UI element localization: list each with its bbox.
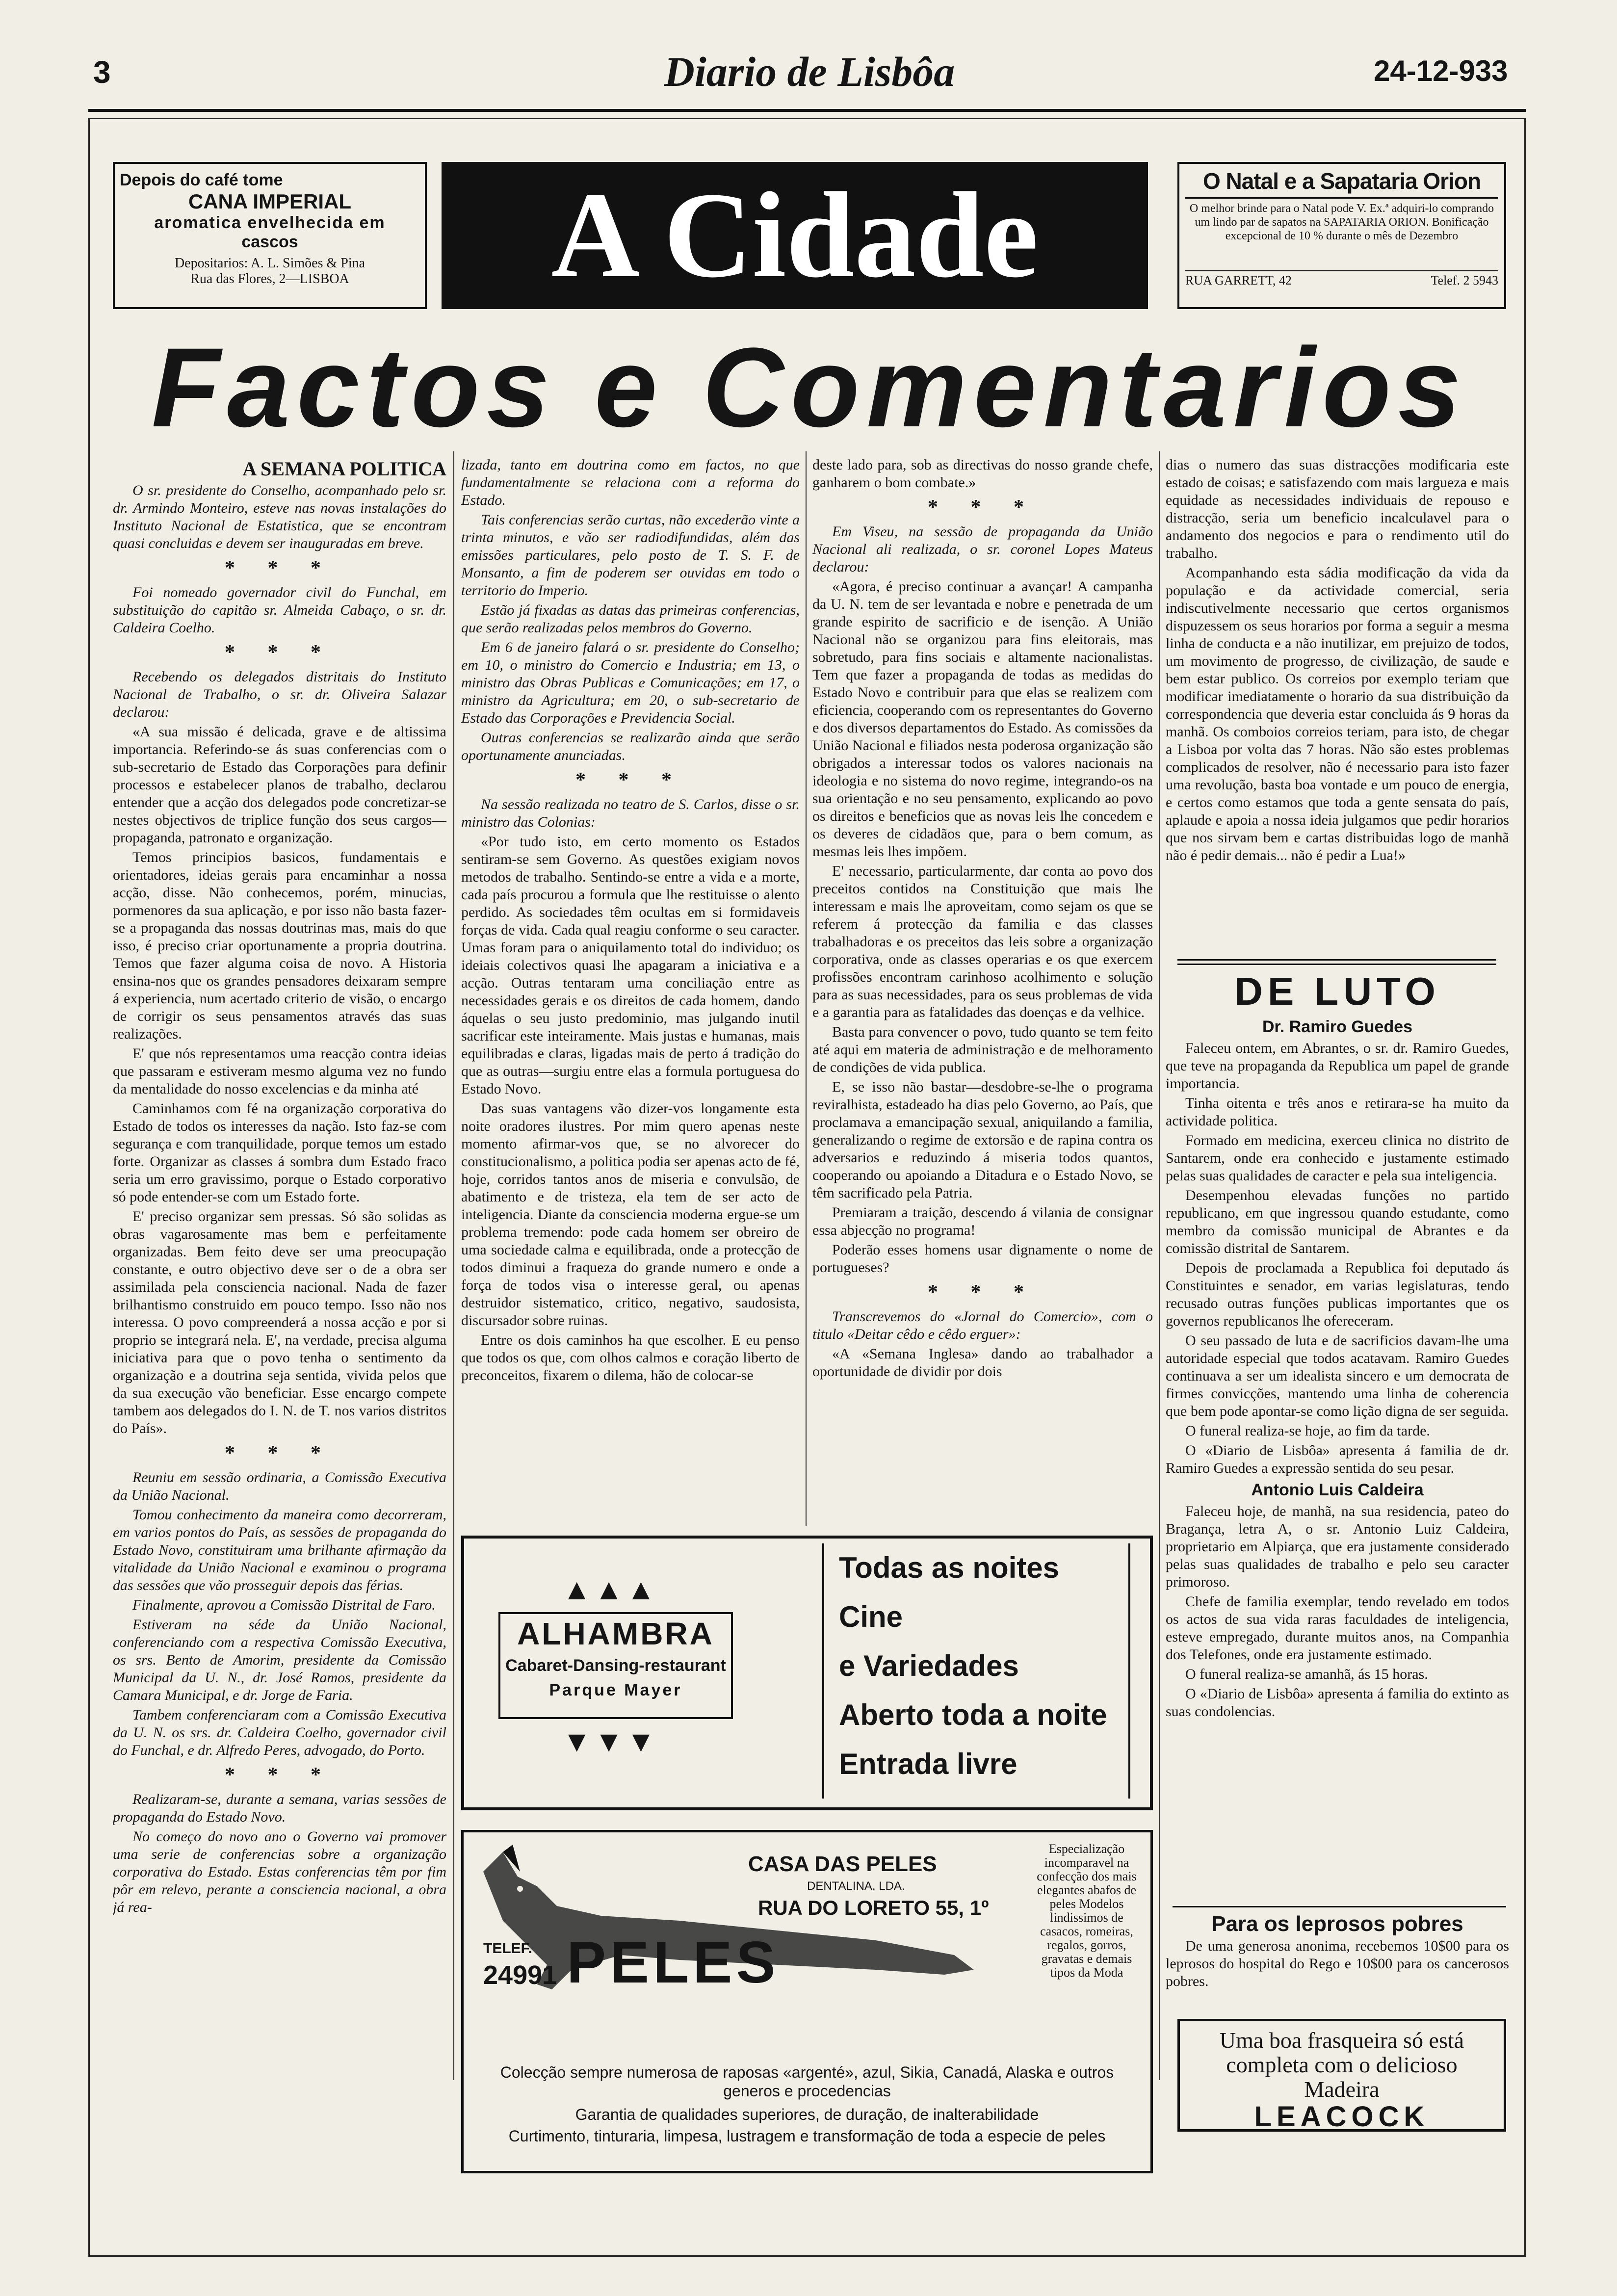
col1-p15: No começo do novo ano o Governo vai promover uma serie de conferencias sobre a organização corporativa do Estado. Estas conferencias têm por fim pôr em relevo, perante a consciencia nacional, a obra já rea- <box>113 1828 446 1915</box>
alhambra-triangles-top: ▲▲▲ <box>562 1573 659 1606</box>
masthead: Diario de Lisbôa <box>664 48 955 95</box>
headline: Factos e Comentarios <box>151 324 1468 450</box>
ad-orion-footer <box>1185 270 1498 288</box>
col3-p10: «A «Semana Inglesa» dando ao trabalhador a oportunidade de dividir por dois <box>812 1346 1153 1380</box>
col3-p1: deste lado para, sob as directivas do nosso grande chefe, ganharem o bom combate.» <box>812 457 1153 491</box>
peles-address: RUA DO LORETO 55, 1º <box>758 1896 989 1919</box>
column-2 <box>461 456 800 1526</box>
col2-p1: lizada, tanto em doutrina como em factos, no que fundamentalmente se relaciona com a reforma do Estado. <box>461 457 800 508</box>
leprosos-body: De uma generosa anonima, recebemos 10$00 para os leprosos do hospital do Rego e 10$00 para os cancerosos pobres. <box>1166 1938 1509 1989</box>
ad-sapataria-orion <box>1177 162 1506 309</box>
ad-cana-line1: Depois do café tome <box>120 171 283 189</box>
ad-cana-line4: cascos <box>241 233 298 251</box>
col1-p8: E' preciso organizar sem pressas. Só são solidas as obras vagarosamente mas bem e perfeitamente organizadas. Bem feito deve ser uma preocupação constante, e outro objectivo deve ser o de a obra ser assimilada pela consciencia nacional. Nada de fazer brilhantismo construido em pouco tempo. Isso não nos interessa. O povo compreenderá a nossa acção e por si proprio se integrará nela. E', na verdade, precisa alguma iniciativa para que o povo tenha o sentimento da organização e a doutrina seja sentida, vivida pelos que da sua execução vão beneficiar. Esse encargo compete tambem aos delegados do I. N. de T. nos varios distritos do País». <box>113 1208 446 1436</box>
obituary-p10: Chefe de familia exemplar, tendo revelado em todos os actos de sua vida raras faculdades de inteligencia, esteve empregado, durante muitos anos, na Companhia dos Telefones, onde era justamente estimado. <box>1166 1593 1509 1663</box>
col1-p6: E' que nós representamos uma reacção contra ideias que passaram e estiveram mesmo alguma vez no fundo da mentalidade do nosso excelencias e da minha até <box>113 1045 446 1097</box>
col1-p7: Caminhamos com fé na organização corporativa do Estado de todos os interesses da nação. Isto faz-se com segurança e com tranquilidade, porque temos um estado forte. Organizar as classes á sombra dum Estado fraco seria um erro gravissimo, porque o Estado corporativo só pode entender-se com um Estado forte. <box>113 1100 446 1205</box>
column-rule-1 <box>453 451 454 2080</box>
obituary-p5: Depois de proclamada a Republica foi deputado ás Constituintes e senador, em varias legislaturas, tendo recusado outras funções publicas importantes que os governos republicanos lhe ofereceram. <box>1166 1260 1509 1329</box>
col1-p4: «A sua missão é delicada, grave e de altissima importancia. Referindo-se ás suas conferencias com o sub-secretario de Estado das Corporações para definir processos e estabelecer planos de trabalho, declarou entender que a acção dos delegados pode concretizar-se nestes objectivos de triplice função dos seus cargos—propaganda, patronato e organização. <box>113 724 446 846</box>
alhambra-r5: Entrada livre <box>839 1748 1017 1780</box>
obituary-p2: Tinha oitenta e três anos e retirara-se ha muito da actividade politica. <box>1166 1095 1509 1129</box>
col3-p9: Transcrevemos do «Jornal do Comercio», com o titulo «Deitar cêdo e cêdo erguer»: <box>812 1308 1153 1342</box>
col1-stars-4: * * * <box>225 1764 335 1786</box>
alhambra-place: Parque Mayer <box>549 1681 682 1699</box>
col1-p14: Realizaram-se, durante a semana, varias sessões de propaganda do Estado Novo. <box>113 1791 446 1825</box>
alhambra-r3: e Variedades <box>839 1649 1019 1682</box>
col1-stars-2: * * * <box>225 641 335 664</box>
obituary-p9: Faleceu hoje, de manhã, na sua residencia, pateo do Bragança, letra A, o sr. Antonio Luiz Caldeira, proprietario em Alpiarça, que era justamente considerado pelas suas qualidades de trabalho e pelo seu caracter primoroso. <box>1166 1503 1509 1590</box>
col3-stars-2: * * * <box>928 1281 1038 1304</box>
obituary-p1: Faleceu ontem, em Abrantes, o sr. dr. Ramiro Guedes, que teve na propaganda da Republica um papel de grande importancia. <box>1166 1040 1509 1092</box>
peles-telef: 24991 <box>483 1960 557 1990</box>
leprosos-title: Para os leprosos pobres <box>1211 1912 1463 1936</box>
col3-p8: Poderão esses homens usar dignamente o nome de portugueses? <box>812 1242 1153 1276</box>
peles-bottom-1: Colecção sempre numerosa de raposas «argenté», azul, Sikia, Canadá, Alaska e outros generos e procedencias <box>500 2063 1114 2100</box>
column-4 <box>1166 456 1509 947</box>
ad-leacock-l4: LEACOCK <box>1254 2101 1430 2133</box>
alhambra-name: ALHAMBRA <box>517 1616 714 1651</box>
ad-cana-line5: Depositarios: A. L. Simões & Pina <box>174 256 365 271</box>
col4-p2: Acompanhando esta sádia modificação da vida da população e da actividade comercial, seria indiscutivelmente necessario que certos organismos dispuzessem os seus horarios por forma a seguir a mesma linha de conducta e a não inutilizar, em prejuizo de todos, um movimento de progresso, de civilização, de saude e bem estar publico. Os correios por exemplo teriam que modificar imediatamente o horario da sua distribuição da correspondencia que deveria estar concluida ás 9 horas da manhã. Os comboios correios teriam, para isto, de chegar a Lisboa por volta das 7 horas. Não são estes problemas complicados de resolver, não é necessario para isto fazer uma revolução, basta boa vontade e um pouco de energia, e certos como estamos que toda a gente sensata do país, aplaude e apoia a nossa ideia julgamos que pedir horarios que nos sirvam bem e cartas distribuidas logo de manhã não é pedir demais... não é pedir a Lua!» <box>1166 565 1509 863</box>
col1-stars-3: * * * <box>225 1442 335 1464</box>
peles-bottom-2: Garantia de qualidades superiores, de duração, de inalterabilidade <box>575 2106 1039 2123</box>
col2-p6: Na sessão realizada no teatro de S. Carlos, disse o sr. ministro das Colonias: <box>461 796 800 830</box>
col1-p13: Tambem conferenciaram com a Comissão Executiva da U. N. os srs. dr. Caldeira Coelho, governador civil do Funchal, e dr. Alfredo Peres, advogado, do Porto. <box>113 1707 446 1758</box>
col3-stars-1: * * * <box>928 496 1038 519</box>
column-3 <box>812 456 1153 1526</box>
col1-p2: Foi nomeado governador civil do Funchal, em substituição do capitão sr. Almeida Cabaço, o sr. dr. Caldeira Coelho. <box>113 584 446 636</box>
col1-p10: Tomou conhecimento da maneira como decorreram, em varios pontos do País, as sessões de propaganda do Estado Novo, constituiram uma brilhante afirmação da vitalidade da União Nacional e examinou o programa das sessões que vão prosseguir depois das férias. <box>113 1507 446 1593</box>
divider-ornament <box>1177 959 1496 965</box>
ad-cana-imperial <box>113 162 427 309</box>
obituary-p3: Formado em medicina, exerceu clinica no distrito de Santarem, onde era conhecido e justamente estimado pelas suas qualidades de caracter e pela sua inteligencia. <box>1166 1132 1509 1184</box>
obituary-name-2: Antonio Luis Caldeira <box>1251 1481 1424 1499</box>
ad-leacock-l2: completa com o delicioso <box>1226 2052 1458 2077</box>
col2-p9: Entre os dois caminhos ha que escolher. E eu penso que todos os que, com olhos calmos e coração liberto de preconceitos, fixarem o dilema, hão de colocar-se <box>461 1332 800 1383</box>
col3-p6: E, se isso não bastar—desdobre-se-lhe o programa reviralhista, estadeado ha dias pelo Governo, ao País, que proclamava a emancipação sexual, aniquilando a familia, generalizando o regime de extorsão e de rapina contra os adversarios e reduzindo á miseria todos quantos, cooperando ou apoiando a Ditadura e o Estado Novo, se têm sacrificado pela Patria. <box>812 1079 1153 1201</box>
col2-p4: Em 6 de janeiro falará o sr. presidente do Conselho; em 10, o ministro do Comercio e Industria; em 13, o ministro das Obras Publicas e Comunicações; em 17, o ministro da Agricultura; em 20, o sub-secretario de Estado das Corporações e Previdencia Social. <box>461 639 800 726</box>
ad-cana-line2: CANA IMPERIAL <box>188 190 352 213</box>
col3-p5: Basta para convencer o povo, tudo quanto se tem feito até aqui em materia de administração e de melhoramento de condições de vida publica. <box>812 1024 1153 1075</box>
ad-orion-address: RUA GARRETT, 42 <box>1185 273 1292 287</box>
col2-p3: Estão já fixadas as datas das primeiras conferencias, que serão realizadas pelos membros do Governo. <box>461 602 800 636</box>
column-rule-2 <box>806 451 807 1526</box>
alhambra-block <box>498 1612 733 1719</box>
col1-p11: Finalmente, aprovou a Comissão Distrital de Faro. <box>132 1597 436 1613</box>
obituary-title: DE LUTO <box>1234 969 1440 1013</box>
obituary-p11: O funeral realiza-se amanhã, ás 15 horas. <box>1185 1666 1428 1682</box>
peles-shop-name: CASA DAS PELES <box>748 1852 937 1876</box>
page-date: 24-12-933 <box>1374 54 1508 87</box>
alhambra-r4: Aberto toda a noite <box>839 1698 1107 1731</box>
obituary-p7: O funeral realiza-se hoje, ao fim da tarde. <box>1185 1423 1430 1439</box>
col1-heading: A SEMANA POLITICA <box>242 458 446 480</box>
obituary <box>1166 969 1509 1896</box>
col2-p2: Tais conferencias serão curtas, não excederão vinte a trinta minutos, e vão ser radiodifundidas, além das emissões particulares, pelo posto de T. S. F. de Monsanto, a fim de poderem ser ouvidas em todo o territorio do Imperio. <box>461 512 800 599</box>
leprosos-rule <box>1173 1906 1506 1907</box>
header-rule <box>88 109 1526 112</box>
col1-p9: Reuniu em sessão ordinaria, a Comissão Executiva da União Nacional. <box>113 1469 446 1503</box>
alhambra-r1: Todas as noites <box>839 1551 1060 1584</box>
col1-stars-1: * * * <box>225 557 335 579</box>
page-number: 3 <box>93 54 111 90</box>
ad-cana-line3: aromatica envelhecida em <box>154 213 386 232</box>
obituary-p12: O «Diario de Lisbôa» apresenta á familia do extinto as suas condolencias. <box>1166 1686 1509 1720</box>
column-rule-3 <box>1159 451 1160 2080</box>
obituary-name-1: Dr. Ramiro Guedes <box>1262 1018 1413 1036</box>
obituary-p6: O seu passado de luta e de sacrificios davam-lhe uma autoridade especial que todos acatavam. Ramiro Guedes continuava a ser um idealista sincero e um democrata de firmes convicções, mantendo uma linha de coherencia que bem pode apontar-se como lição digna de ser seguida. <box>1166 1332 1509 1419</box>
column-1 <box>113 456 446 2203</box>
col3-p4: E' necessario, particularmente, dar conta ao povo dos preceitos contidos na Constituição que mais lhe interessam e mais lhe aproveitam, como sejam os que se referem á protecção da familia e das classes trabalhadoras e os preceitos das leis sobre a organização corporativa, onde as classes operarias e os que exercem profissões encontram carinhoso acolhimento e solução para as suas necessidades, para os seus problemas de vida e a garantia para as fatalidades das doenças e da velhice. <box>812 863 1153 1020</box>
col2-stars: * * * <box>575 769 685 791</box>
col3-p3: «Agora, é preciso continuar a avançar! A campanha da U. N. tem de ser levantada e nobre e penetrada de um grande espirito de sacrificio e de isenção. A União Nacional não se organizou para fins eleitorais, mas sobretudo, para fins sociais e altamente nacionalistas. Tem que fazer a propaganda de todas as medidas do Estado Novo e contribuir para que elas se realizem com eficiencia, cooperando com os representantes do Governo e dos diversos departamentos do Estado. As comissões da União Nacional e filiados nesta poderosa organização são obrigados a interessar todos os valores nacionais na ideologia e no sistema do novo regime, integrando-os na sua orientação e no seu pensamento, explicando ao povo os direitos e beneficios que as novas leis lhe concedem e os deveres de cidadãos que, para o bem comum, as mesmas leis lhes impõem. <box>812 578 1153 860</box>
col1-p1: O sr. presidente do Conselho, acompanhado pelo sr. dr. Armindo Monteiro, esteve nas novas instalações do Instituto Nacional de Estatistica, que se encontram quasi concluidas e devem ser inauguradas em breve. <box>113 482 446 551</box>
peles-telef-label: TELEF. <box>483 1940 533 1957</box>
ad-leacock-l3: Madeira <box>1304 2077 1380 2102</box>
peles-side-text: Especialização incomparavel na confecção dos mais elegantes abafos de peles Modelos lindissimos de casacos, romeiras, regalos, gorros, gravatas e demais tipos da Moda <box>1037 1842 1137 1980</box>
col1-p5: Temos principios basicos, fundamentais e orientadores, ideias gerais para encaminhar a nossa acção, disse. Não conhecemos, porém, minucias, pormenores da sua aplicação, e por isso não basta fazer-se a propaganda das nossas doutrinas mas, mais do que isso, é preciso criar oportunamente a propria doutrina. Temos que fazer alguma coisa de novo. A Historia ensina-nos que os grandes pensadores deixaram sempre á experiencia, num acertado criterio de visão, o encargo de corrigir os seus pensamentos através das suas realizações. <box>113 849 446 1042</box>
peles-company: DENTALINA, LDA. <box>807 1879 905 1893</box>
ad-orion-phone: Telef. 2 5943 <box>1431 273 1498 287</box>
col2-p5: Outras conferencias se realizarão ainda que serão oportunamente anunciadas. <box>461 730 800 763</box>
ad-cana-line6: Rua das Flores, 2—LISBOA <box>190 271 349 287</box>
leprosos-notice <box>1166 1911 1509 2009</box>
col2-p8: Das suas vantagens vão dizer-vos longamente esta noite oradores ilustres. Por mim quero apenas neste momento afirmar-vos que, se no alvorecer do constitucionalismo, a politica podia ser apenas acto de fé, hoje, corridos tantos anos de miseria e convulsão, de abatimento e de tristeza, ela tem de ser acto de inteligencia. Diante da consciencia moderna ergue-se um problema tremendo: pode cada homem ser obreiro de uma sociedade calma e equilibrada, onde a protecção de todos diminui a fraqueza do grande numero e onde a força de todos visa o interesse geral, ou apenas destruidor sistematico, critico, negativo, saudosista, discursador sobre ruinas. <box>461 1100 800 1329</box>
col1-p12: Estiveram na séde da União Nacional, conferenciando com a respectiva Comissão Executiva, os srs. Bento de Amorim, presidente da Comissão Municipal da U. N., dr. José Ramos, presidente da Camara Municipal, e dr. Jorge de Faria. <box>113 1617 446 1703</box>
alhambra-right-panel <box>822 1543 1130 1799</box>
ad-leacock <box>1177 2019 1506 2132</box>
alhambra-sub: Cabaret-Dansing-restaurant <box>505 1656 726 1675</box>
ad-orion-body: O melhor brinde para o Natal pode V. Ex.ª adquiri-lo comprando um lindo par de sapatos na SAPATARIA ORION. Bonificação excepcional de 10 % durante o mês de Dezembro <box>1189 202 1494 242</box>
col3-p7: Premiaram a traição, descendo á vilania de consignar essa abjecção no programa! <box>812 1204 1153 1238</box>
obituary-p4: Desempenhou elevadas funções no partido republicano, em que ingressou quando estudante, como membro da comissão municipal de Abrantes e da comissão distrital de Santarem. <box>1166 1187 1509 1256</box>
peles-big-word: PELES <box>567 1930 780 1995</box>
col3-p2: Em Viseu, na sessão de propaganda da União Nacional ali realizada, o sr. coronel Lopes Mateus declarou: <box>812 523 1153 575</box>
peles-bottom-3: Curtimento, tinturaria, limpesa, lustragem e transformação de toda a especie de peles <box>508 2127 1106 2145</box>
section-title: A Cidade <box>442 162 1148 309</box>
alhambra-r2: Cine <box>839 1600 903 1633</box>
ad-leacock-l1: Uma boa frasqueira só está <box>1219 2028 1464 2053</box>
obituary-p8: O «Diario de Lisbôa» apresenta á familia de dr. Ramiro Guedes a expressão sentida do seu pesar. <box>1166 1442 1509 1476</box>
ad-orion-title: O Natal e a Sapataria Orion <box>1185 168 1498 199</box>
ad-casa-das-peles <box>461 1830 1153 2173</box>
col2-p7: «Por tudo isto, em certo momento os Estados sentiram-se sem Governo. As questões exigiam novos metodos de trabalho. Sentindo-se entre a vida e a morte, cada país procurou a formula que lhe restituisse o alento perdido. As sociedades têm ocultas em si formidaveis forças de vida. Cada qual reagiu conforme o seu caracter. Umas foram para o aniquilamento total do individuo; os ideiais colectivos quasi lhe apagaram a iniciativa e a acção. Outras tentaram uma conciliação entre as necessidades gerais e os direitos de cada homem, dando áquelas o seu justo predominio, mas julgando inutil sacrificar este inteiramente. Mais justas e humanas, mais equilibradas e claras, ligadas mais de perto á tradição do que as outras—surgiu entre elas a formula portuguesa do Estado Novo. <box>461 834 800 1097</box>
ad-alhambra <box>461 1536 1153 1810</box>
col1-p3: Recebendo os delegados distritais do Instituto Nacional de Trabalho, o sr. dr. Oliveira Salazar declarou: <box>113 669 446 720</box>
alhambra-triangles-bottom: ▼▼▼ <box>562 1725 659 1758</box>
col4-p1: dias o numero das suas distracções modificaria este estado de coisas; e satisfazendo com mais largueza e mais equidade as necessidades individuais de repouso e distracção, seria um beneficio incalculavel para o andamento dos negocios e para o rendimento util do trabalho. <box>1166 457 1509 561</box>
